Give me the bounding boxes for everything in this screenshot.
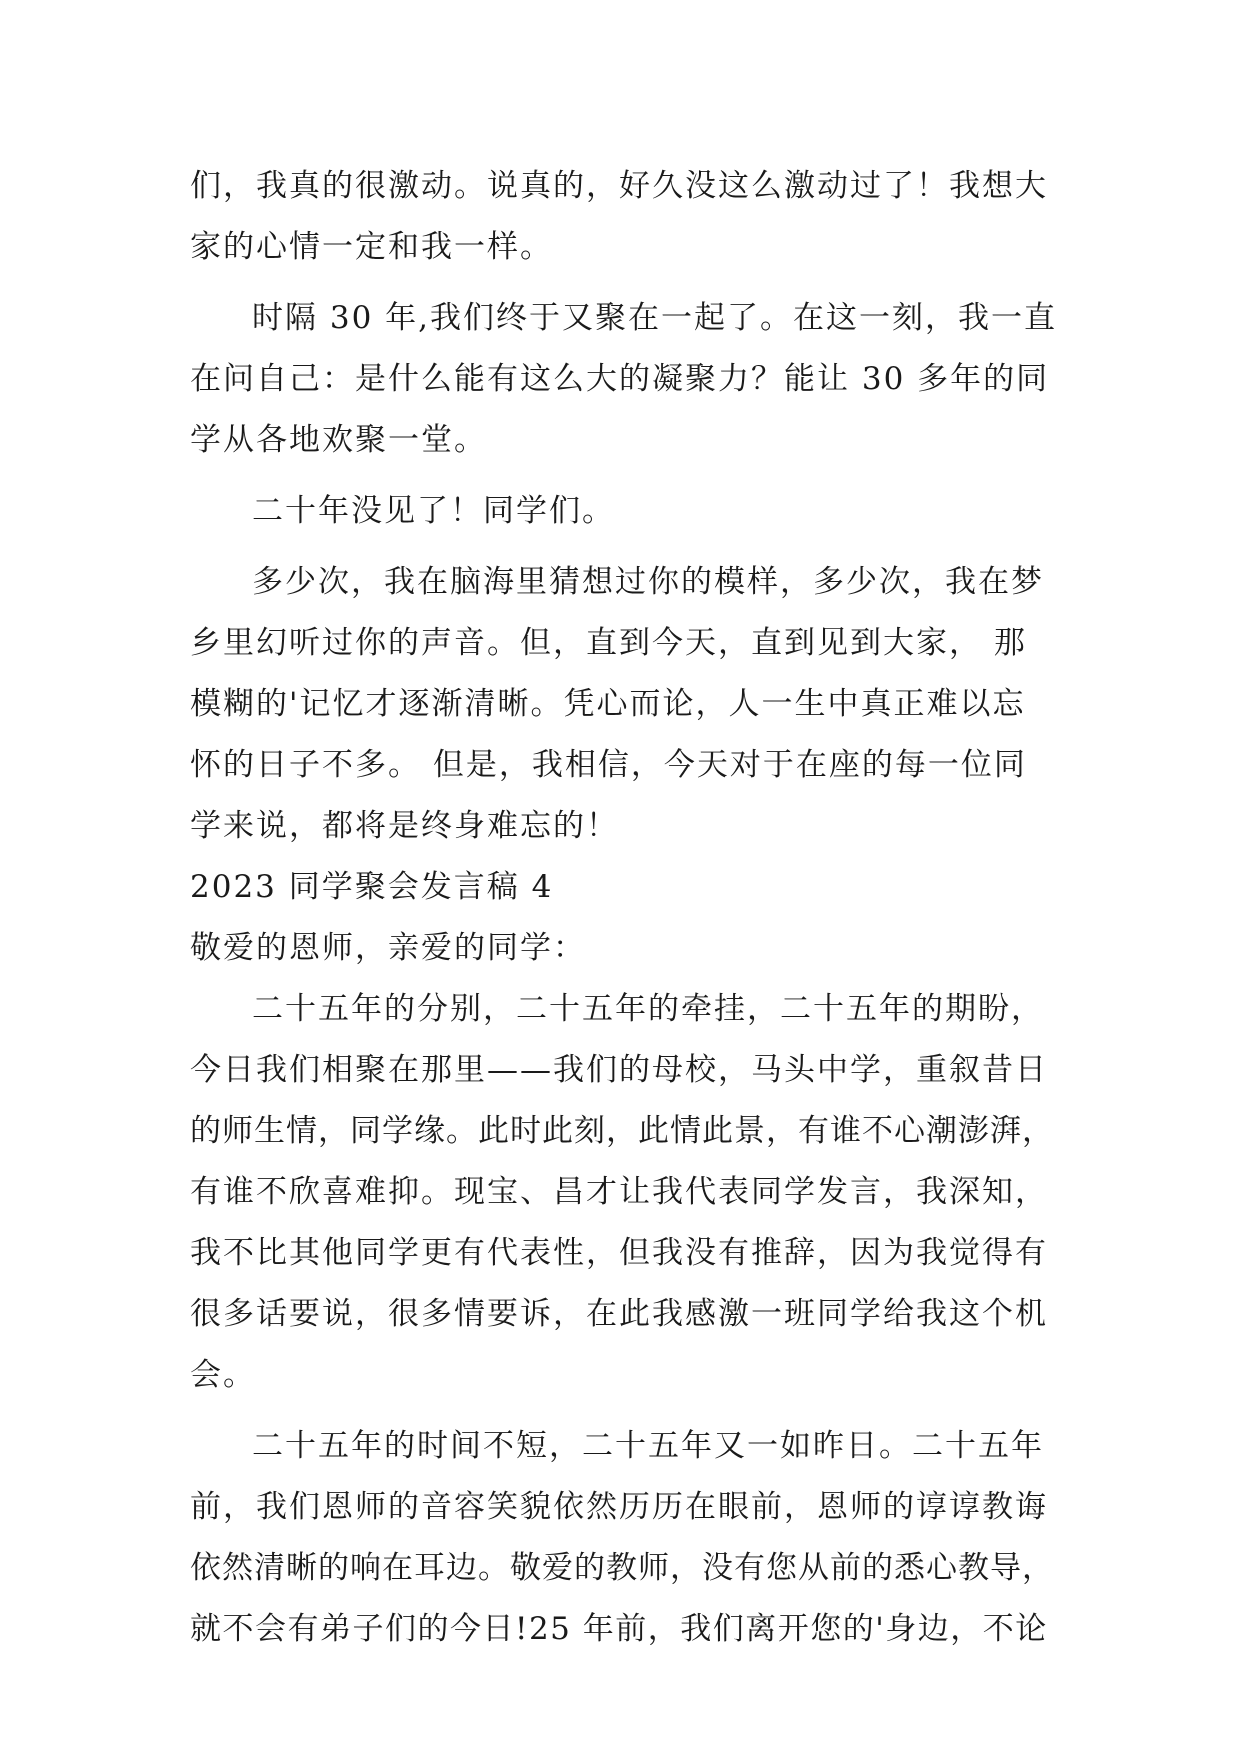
text-line: 学从各地欢聚一堂。	[190, 422, 487, 458]
section-heading: 2023 同学聚会发言稿 4	[190, 869, 554, 905]
text-line: 很多话要说，很多情要诉，在此我感激一班同学给我这个机	[190, 1296, 1048, 1332]
text-line: 学来说，都将是终身难忘的！	[190, 808, 619, 844]
text-line: 怀的日子不多。 但是，我相信，今天对于在座的每一位同	[190, 747, 1027, 783]
text-line: 在问自己：是什么能有这么大的凝聚力？能让 30 多年的同	[190, 361, 1050, 397]
text-line: 就不会有弟子们的今日!25 年前，我们离开您的'身边，不论	[190, 1611, 1048, 1647]
paragraph-start-line: 二十五年的分别，二十五年的牵挂，二十五年的期盼，	[252, 991, 1044, 1027]
salutation-line: 敬爱的恩师，亲爱的同学：	[190, 930, 586, 966]
paragraph-start-line: 时隔 30 年,我们终于又聚在一起了。在这一刻，我一直	[252, 300, 1058, 336]
text-line: 会。	[190, 1357, 256, 1393]
paragraph-start-line: 多少次，我在脑海里猜想过你的模样，多少次，我在梦	[252, 564, 1044, 600]
paragraph-start-line: 二十五年的时间不短，二十五年又一如昨日。二十五年	[252, 1428, 1044, 1464]
text-line: 模糊的'记忆才逐渐清晰。凭心而论，人一生中真正难以忘	[190, 686, 1026, 722]
text-line: 的师生情，同学缘。此时此刻，此情此景，有谁不心潮澎湃，	[190, 1113, 1054, 1149]
text-line: 依然清晰的响在耳边。敬爱的教师，没有您从前的悉心教导，	[190, 1550, 1054, 1586]
text-line: 乡里幻听过你的声音。但，直到今天，直到见到大家， 那	[190, 625, 1027, 661]
document-body	[190, 156, 1060, 1660]
paragraph-start-line: 二十年没见了！同学们。	[252, 493, 615, 529]
text-line: 家的心情一定和我一样。	[190, 229, 553, 265]
text-line: 有谁不欣喜难抑。现宝、昌才让我代表同学发言，我深知，	[190, 1174, 1048, 1210]
text-line: 今日我们相聚在那里——我们的母校，马头中学，重叙昔日	[190, 1052, 1048, 1088]
text-line: 前，我们恩师的音容笑貌依然历历在眼前，恩师的谆谆教诲	[190, 1489, 1048, 1525]
text-line: 们，我真的很激动。说真的，好久没这么激动过了！我想大	[190, 168, 1048, 204]
text-line: 我不比其他同学更有代表性，但我没有推辞，因为我觉得有	[190, 1235, 1048, 1271]
